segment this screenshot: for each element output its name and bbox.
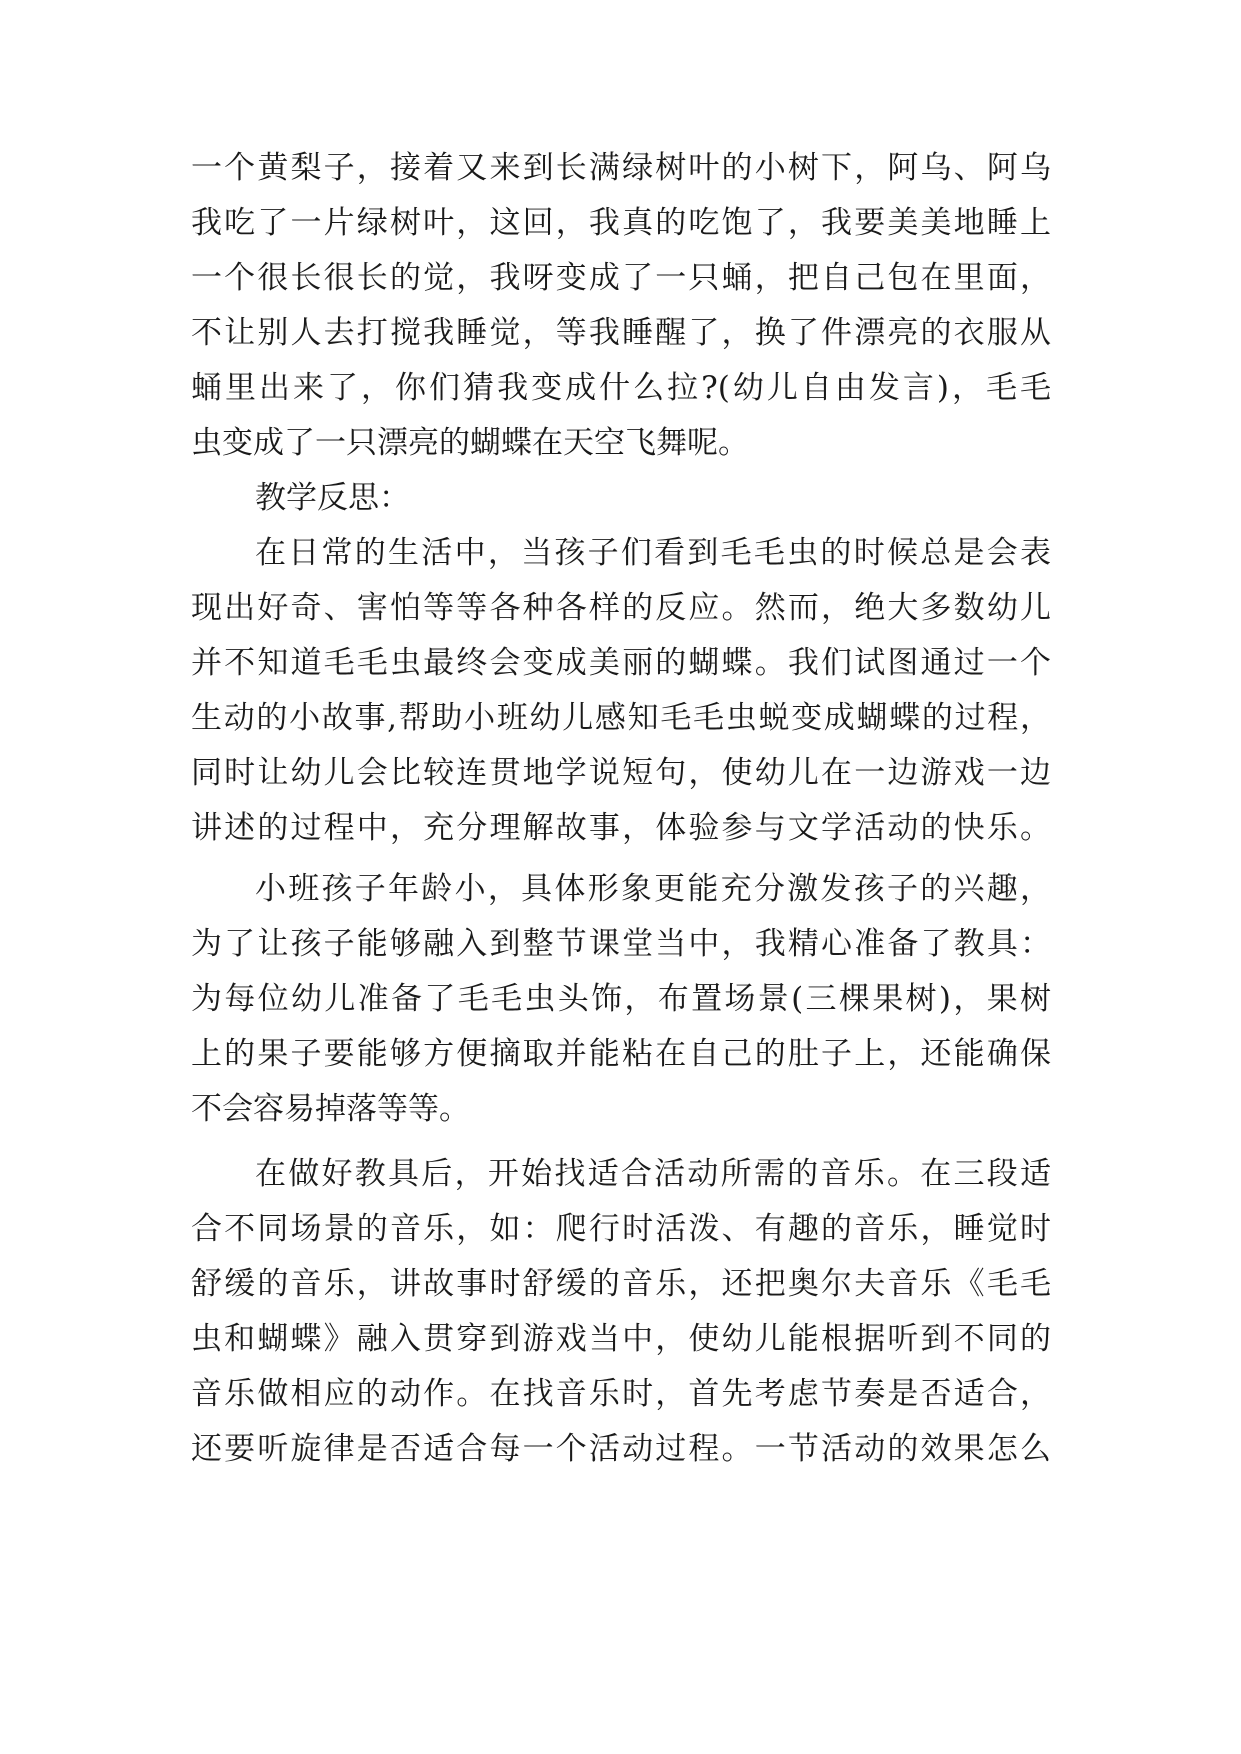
text-line: 为了让孩子能够融入到整节课堂当中，我精心准备了教具：	[191, 926, 1051, 962]
text-line: 还要听旋律是否适合每一个活动过程。一节活动的效果怎么	[191, 1431, 1051, 1467]
text-line: 一个黄梨子，接着又来到长满绿树叶的小树下，阿乌、阿乌	[191, 150, 1051, 186]
text-line: 教学反思：	[255, 480, 410, 516]
text-line: 上的果子要能够方便摘取并能粘在自己的肚子上，还能确保	[191, 1036, 1051, 1072]
text-line: 舒缓的音乐，讲故事时舒缓的音乐，还把奥尔夫音乐《毛毛	[191, 1266, 1051, 1302]
text-line: 同时让幼儿会比较连贯地学说短句，使幼儿在一边游戏一边	[191, 755, 1051, 791]
text-line: 合不同场景的音乐，如：爬行时活泼、有趣的音乐，睡觉时	[191, 1211, 1051, 1247]
text-line: 一个很长很长的觉，我呀变成了一只蛹，把自己包在里面，	[191, 260, 1051, 296]
text-line: 并不知道毛毛虫最终会变成美丽的蝴蝶。我们试图通过一个	[191, 645, 1051, 681]
text-line: 不让别人去打搅我睡觉，等我睡醒了，换了件漂亮的衣服从	[191, 315, 1051, 351]
text-line: 我吃了一片绿树叶，这回，我真的吃饱了，我要美美地睡上	[191, 205, 1051, 241]
text-line: 讲述的过程中，充分理解故事，体验参与文学活动的快乐。	[191, 810, 1051, 846]
text-line: 虫变成了一只漂亮的蝴蝶在天空飞舞呢。	[191, 425, 749, 461]
text-line: 不会容易掉落等等。	[191, 1091, 470, 1127]
text-line: 在日常的生活中，当孩子们看到毛毛虫的时候总是会表	[255, 535, 1051, 571]
text-line: 现出好奇、害怕等等各种各样的反应。然而，绝大多数幼儿	[191, 590, 1051, 626]
text-line: 音乐做相应的动作。在找音乐时，首先考虑节奏是否适合，	[191, 1376, 1051, 1412]
text-line: 为每位幼儿准备了毛毛虫头饰，布置场景(三棵果树)，果树	[191, 981, 1051, 1017]
text-line: 在做好教具后，开始找适合活动所需的音乐。在三段适	[255, 1156, 1051, 1192]
text-line: 虫和蝴蝶》融入贯穿到游戏当中，使幼儿能根据听到不同的	[191, 1321, 1051, 1357]
text-line: 小班孩子年龄小，具体形象更能充分激发孩子的兴趣，	[255, 871, 1051, 907]
text-line: 蛹里出来了，你们猜我变成什么拉?(幼儿自由发言)，毛毛	[191, 370, 1051, 406]
text-line: 生动的小故事,帮助小班幼儿感知毛毛虫蜕变成蝴蝶的过程，	[191, 700, 1051, 736]
